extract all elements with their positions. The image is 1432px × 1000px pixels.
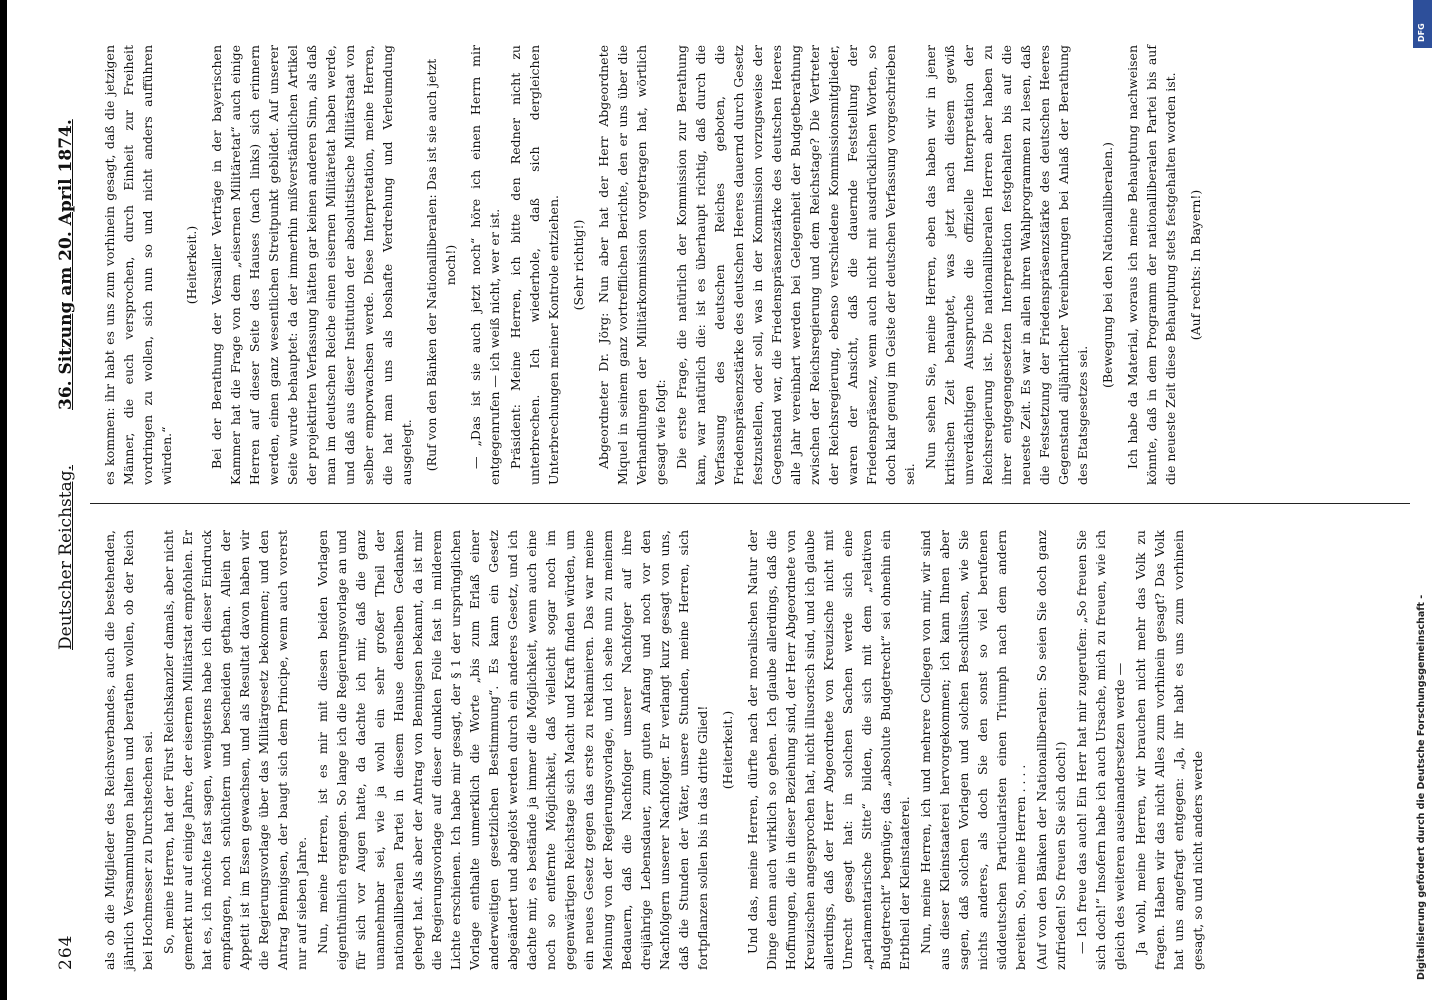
digitization-credit [1416, 510, 1430, 990]
dfg-logo [1413, 0, 1432, 48]
paragraph: — Ich freue das auch! Ein Herr hat mir zugerufen: „So freuen Sie sich doch!“ Insofern habe ich auch Ursache, mich zu freuen, wie ich gleich des weiteren auseinandersetzen werde — [1074, 530, 1127, 970]
interjection: (Heiterkeit.) [720, 710, 735, 790]
paragraph: es kommen: ihr habt es uns zum vorhinein gesagt, daß die jetzigen Männer, die euch versprochen, durch Einheit zur Freiheit vordringen zu wollen, sich nun so und nicht anders aufführen würden.“ [102, 45, 174, 485]
rotated-page [50, 40, 1400, 970]
page-header [50, 40, 90, 970]
paragraph: Ja wohl, meine Herren, wir brauchen nicht mehr das Volk zu fragen. Haben wir das nicht Alles zum vorhinein gesagt? Das Volk hat uns angefragt entgegen: „Ja, ihr habt es uns zum vorhinein gesagt, so und nicht anders werde [1133, 530, 1205, 970]
paragraph: Präsident: Meine Herren, ich bitte den Redner nicht zu unterbrechen. Ich wiederhole, daß sich dergleichen Unterbrechungen meiner Kontrole entziehen. [508, 45, 561, 485]
scan-edge [0, 0, 7, 1000]
interjection: (Ruf von den Bänken der Nationalliberalen: Das ist sie auch jetzt noch!) [424, 58, 458, 472]
paragraph: Und das, meine Herren, dürfte nach der moralischen Natur der Dinge denn auch wirklich so gehen. Ich glaube allerdings, daß die Hoffnungen, die in dieser Beziehung sind, der Herr Abgeordnete von Kreuzischen angesprochen hat, nicht illusorisch sind, und ich glaube allerdings, daß der Herr Abgeordnete von Kreuzische nicht mit Unrecht gesagt hat: in solchen Sachen werde sich eine „parlamentarische Sitte“ bilden, die sich mit dem „relativen Budgetrecht“ begnüge; das „absolute Budgetrecht“ sei ohnehin ein Erbtheil der Kleinstaaterei. [745, 530, 912, 970]
paragraph: Nun, meine Herren, ich und mehrere Collegen von mir, wir sind aus dieser Kleinstaaterei hervorgekommen; ich kann Ihnen aber sagen, daß solchen Vorlagen und solchen Beschlüssen, wie Sie nichts anderes, als doch Sie den sonst so viel berufenen süddeutschen Particularisten einen Triumph nach dem andern bereiten. So, meine Herren . . . . [918, 530, 1028, 970]
dfg-logo-text: DFG [1417, 23, 1426, 42]
paragraph: als ob die Mitglieder des Reichsverbandes, auch die bestehenden, jährlich Versammlungen halten und berathen wollen, ob der Reich bei Hochmesser zu Durchstechen sei. [102, 530, 155, 970]
paragraph: Nun, meine Herren, ist es mir mit diesen beiden Vorlagen eigenthümlich ergangen. So lange ich die Regierungsvorlage an und für sich vor Augen hatte, da dachte ich mir, daß die ganz unannehmbar sei, wie ja wohl ein sehr großer Theil der nationalliberalen Partei in diesem Hause denselben Gedanken gehegt hat. Als aber der Antrag von Bennigsen bekannt, da ist mir die Regierungsvorlage auf dieser dunklen Folie fast in milderem Lichte erschienen. Ich habe mir gesagt, der § 1 der ursprünglichen Vorlage enthalte unmerklich die Worte „bis zum Erlaß einer anderweitigen gesetzlichen Bestimmung“. Es kann ein Gesetz abgeändert und abgelöst werden durch ein anderes Gesetz, und ich dachte mir, es bestände ja immer die Möglichkeit, wenn auch eine noch so entfernte Möglichkeit, daß vielleicht sogar noch im gegenwärtigen Reichstage sich Macht und Kraft finden würden, um ein neues Gesetz gegen das erste zu reklamieren. Das war meine Meinung von der Regierungsvorlage, und ich sehe nun zu meinem Bedauern, daß die Nachfolger unserer Nachfolger auf ihre dreijährige Lebensdauer, zum guten Anfang und noch vor den Nachfolgern unserer Nachfolger. Er verlangt kurz gesagt von uns, daß die Stunden der Väter, unsere Stunden, meine Herren, sich fortpflanzen sollen bis in das dritte Glied! [315, 530, 710, 970]
paragraph: Abgeordneter Dr. Jörg: Nun aber hat der Herr Abgeordnete Miquel in seinem ganz vortrefflichen Berichte, den er uns über die Verhandlungen der Militärkommission vorgetragen hat, wörtlich gesagt wie folgt: [596, 45, 668, 485]
credit-text: Digitalisierung gefördert durch die Deutsche Forschungsgemeinschaft - [1416, 594, 1427, 980]
interjection: (Bewegung bei den Nationalliberalen.) [1100, 142, 1115, 388]
page-number: 264 [56, 934, 76, 970]
interjection: (Sehr richtig!) [571, 219, 586, 311]
paragraph: — „Das ist sie auch jetzt noch“ höre ich einen Herrn mir entgegenrufen — ich weiß nicht, wer er ist. [468, 45, 502, 485]
paragraph: Ich habe da Material, woraus ich meine Behauptung nachweisen könnte, daß in dem Programm der nationalliberalen Partei bis auf die neueste Zeit diese Behauptung stets festgehalten worden ist. [1125, 45, 1178, 485]
right-column [100, 45, 1211, 485]
interjection: (Heiterkeit.) [184, 225, 199, 305]
header-session: 36. Sitzung am 20. April 1874. [56, 119, 76, 410]
header-title: Deutscher Reichstag. [56, 465, 76, 650]
quotation: Die erste Frage, die natürlich der Kommission zur Berathung kam, war natürlich die: ist es überhaupt richtig, daß durch die Verfassung des deutschen Reiches geboten, die Friedenspräsenzstärke des deutschen Heeres dauernd durch Gesetz festzustellen, oder soll, was in der Kommission vorzugsweise der Gegenstand war, die Friedenspräsenzstärke des deutschen Heeres alle Jahr vereinbart werden bei Gelegenheit der Budgetberathung zwischen der Reichsregierung und dem Reichstage? Die Vertreter der Reichsregierung, ebenso verschiedene Kommissionsmitglieder, waren der Ansicht, daß die dauernde Feststellung der Friedenspräsenz, wenn auch nicht mit ausdrücklichen Worten, so doch klar genug im Geiste der deutschen Verfassung vorgeschrieben sei. [674, 45, 917, 485]
column-divider [90, 503, 1410, 504]
paragraph: Bei der Berathung der Versailler Verträge in der bayerischen Kammer hat die Frage von dem „eisernen Militäretat“ auch einige Herren auf dieser Seite des Hauses (nach links) sich erinnern werden, einen ganz wesentlichen Streitpunkt gebildet. Auf unserer Seite wurde behauptet: da der immerhin mißverständlichen Artikel der projektirten Verfassung hätten gar keinen anderen Sinn, als daß man im deutschen Reiche einen eisernen Militäretat haben werde, und daß aus dieser Institution der absolutistische Militärstaat von selber emporwachsen werde. Diese Interpretation, meine Herren, die hat man uns als boshafte Verdrehung und Verleumdung ausgelegt. [209, 45, 414, 485]
paragraph: Nun sehen Sie, meine Herren, eben das haben wir in jener kritischen Zeit behauptet, was jetzt nach diesem gewiß unverdächtigen Ausspruche die offizielle Interpretation der Reichsregierung ist. Die nationalliberalen Herren aber haben zu ihrer entgegengesetzten Interpretation festgehalten bis auf die neueste Zeit. Es war in allen ihren Wahlprogrammen zu lesen, daß die Festsetzung der Friedenspräsenzstärke des deutschen Heeres Gegenstand alljährlicher Vereinbarungen bei Anlaß der Berathung des Etatsgesetzes sei. [923, 45, 1090, 485]
interjection: (Auf von den Bänken der Nationalliberalen: So seien Sie doch ganz zufrieden! So freuen Sie sich doch!) [1034, 530, 1068, 970]
paragraph: So, meine Herren, hat der Fürst Reichskanzler damals, aber nicht gemerkt nur auf einige Jahre, der eisernen Militärstat empfohlen. Er hat es, ich möchte fast sagen, wenigstens habe ich dieser Eindruck empfangen, noch schüchtern und bescheiden gethan. Allein der Appetit ist im Essen gewachsen, und als Resultat davon haben wir die Regierungsvorlage über das Militärgesetz bekommen; und den Antrag Bennigsen, der baugt sich dem Principe, wenn auch vorerst nur auf sieben Jahre. [161, 530, 309, 970]
interjection: (Auf rechts: In Bayern!) [1188, 189, 1203, 341]
left-column [100, 530, 1209, 970]
